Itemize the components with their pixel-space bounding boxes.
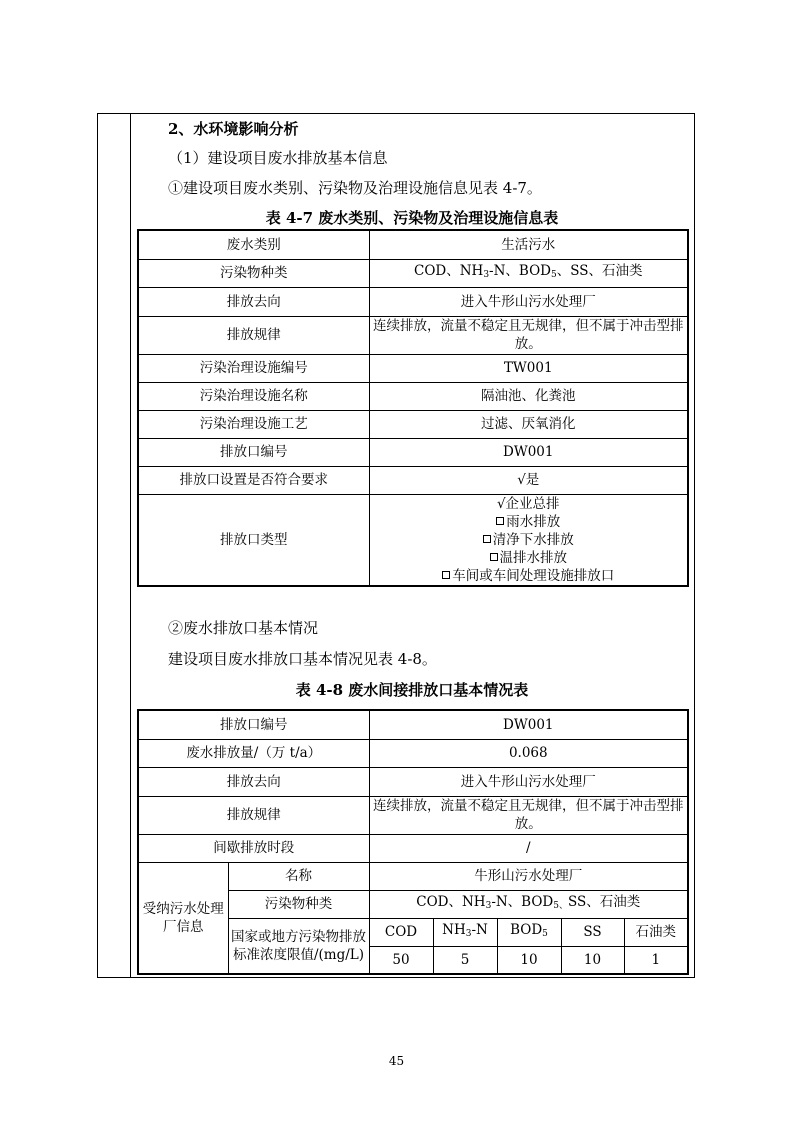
table-row (138, 796, 688, 834)
checkbox-icon (483, 535, 491, 543)
table2-caption: 表 4-8 废水间接排放口基本情况表 (295, 681, 529, 699)
cell-value: 0.068 (369, 739, 688, 767)
limit-header-ss: SS (561, 918, 624, 946)
limit-header-nh3n (433, 918, 497, 946)
cell-value: 连续排放，流量不稳定且无规律，但不属于冲击型排放。 (369, 796, 688, 834)
table-row (138, 287, 688, 316)
cell-value: 牛形山污水处理厂 (369, 862, 688, 890)
subscript: 5 (542, 929, 548, 939)
limit-label: 国家或地方污染物排放标准浓度限值/(mg/L) (228, 918, 369, 974)
cell-value (369, 259, 688, 287)
cell-value: / (369, 834, 688, 862)
table-row (138, 259, 688, 287)
frame-bottom-border (97, 977, 694, 978)
cell-value (369, 890, 688, 918)
cell-value: DW001 (369, 710, 688, 739)
cell-value: DW001 (369, 438, 688, 466)
table-row (138, 767, 688, 796)
limit-header-bod5 (497, 918, 561, 946)
discharge-type-options (369, 494, 688, 586)
cell-value: √是 (369, 466, 688, 494)
cell-label: 废水类别 (138, 230, 369, 259)
table-row (138, 862, 688, 890)
cell-label: 排放去向 (138, 287, 369, 316)
cell-label: 污染物种类 (228, 890, 369, 918)
intro-paragraph-1: ①建设项目废水类别、污染物及治理设施信息见表 4-7。 (168, 179, 542, 197)
cell-label: 间歇排放时段 (138, 834, 369, 862)
cell-value: 进入牛形山污水处理厂 (369, 287, 688, 316)
table-row (138, 494, 688, 586)
limit-value-ss: 10 (561, 946, 624, 974)
option-label: 温排水排放 (499, 549, 567, 566)
pollutant-text-c: SS、石油类 (567, 894, 641, 910)
cell-value: TW001 (369, 354, 688, 382)
cell-value: 隔油池、化粪池 (369, 382, 688, 410)
option-label: 清净下水排放 (492, 531, 574, 548)
frame-left-border (97, 113, 98, 978)
header-text: BOD (510, 922, 543, 938)
subscript: 3 (465, 929, 472, 939)
header-text: -N (471, 922, 488, 938)
cell-label: 排放口编号 (138, 438, 369, 466)
cell-label: 污染物种类 (138, 259, 369, 287)
table-row (138, 739, 688, 767)
frame-top-border (97, 113, 694, 114)
pollutant-text-b: -N、BOD (489, 263, 551, 279)
cell-label: 污染治理设施工艺 (138, 410, 369, 438)
table-row (138, 382, 688, 410)
section-title: 2、水环境影响分析 (168, 120, 299, 138)
header-text: NH (442, 922, 466, 938)
cell-label: 排放口类型 (138, 494, 369, 586)
limit-value-bod5: 10 (497, 946, 561, 974)
limit-value-nh3n: 5 (433, 946, 497, 974)
subscript: 3 (485, 901, 492, 911)
option-checked: √企业总排 (496, 495, 560, 512)
option-unchecked (372, 531, 686, 549)
checkbox-icon (490, 553, 498, 561)
wastewater-facility-table (137, 229, 689, 587)
table-row (138, 316, 688, 354)
option-label: 雨水排放 (506, 513, 561, 530)
table-row (138, 834, 688, 862)
table-row (138, 438, 688, 466)
checkbox-icon (496, 517, 504, 525)
table1-caption: 表 4-7 废水类别、污染物及治理设施信息表 (265, 209, 559, 227)
intro-paragraph-2: ②废水排放口基本情况 (168, 619, 319, 637)
cell-label: 排放口设置是否符合要求 (138, 466, 369, 494)
page-number: 45 (388, 1054, 405, 1068)
limit-value-cod: 50 (369, 946, 433, 974)
pollutant-text-a: COD、NH (416, 894, 486, 910)
limit-header-oil: 石油类 (624, 918, 688, 946)
pollutant-text-c: 、SS、石油类 (556, 263, 643, 279)
cell-label: 污染治理设施名称 (138, 382, 369, 410)
cell-label: 名称 (228, 862, 369, 890)
cell-label: 排放规律 (138, 796, 369, 834)
option-unchecked (372, 549, 686, 567)
subsection-heading: （1）建设项目废水排放基本信息 (168, 149, 388, 167)
option-label: 车间或车间处理设施排放口 (452, 567, 615, 584)
frame-inner-border (130, 113, 131, 978)
cell-label: 污染治理设施编号 (138, 354, 369, 382)
cell-label: 排放去向 (138, 767, 369, 796)
limit-header-cod: COD (369, 918, 433, 946)
cell-label: 排放口编号 (138, 710, 369, 739)
subscript: 5 (550, 270, 557, 280)
cell-value: 生活污水 (369, 230, 688, 259)
cell-value: 进入牛形山污水处理厂 (369, 767, 688, 796)
pollutant-text-b: -N、BOD (491, 894, 554, 910)
limit-value-oil: 1 (624, 946, 688, 974)
cell-value: 过滤、厌氧消化 (369, 410, 688, 438)
cell-value: 连续排放，流量不稳定且无规律，但不属于冲击型排放。 (369, 316, 688, 354)
option-unchecked (372, 513, 686, 531)
subscript: 5、 (553, 901, 568, 911)
cell-label: 废水排放量/（万 t/a） (138, 739, 369, 767)
intro-paragraph-3: 建设项目废水排放口基本情况见表 4-8。 (168, 650, 437, 668)
subscript: 3 (483, 270, 490, 280)
table-row (138, 410, 688, 438)
cell-label: 排放规律 (138, 316, 369, 354)
receiving-plant-group-label: 受纳污水处理厂信息 (138, 862, 228, 974)
checkbox-icon (442, 571, 450, 579)
table-row (138, 230, 688, 259)
table-row (138, 466, 688, 494)
option-unchecked (372, 567, 686, 585)
table-row (138, 354, 688, 382)
discharge-outlet-table (137, 709, 689, 975)
pollutant-text-a: COD、NH (414, 263, 484, 279)
table-row (138, 710, 688, 739)
frame-right-border (694, 113, 695, 978)
